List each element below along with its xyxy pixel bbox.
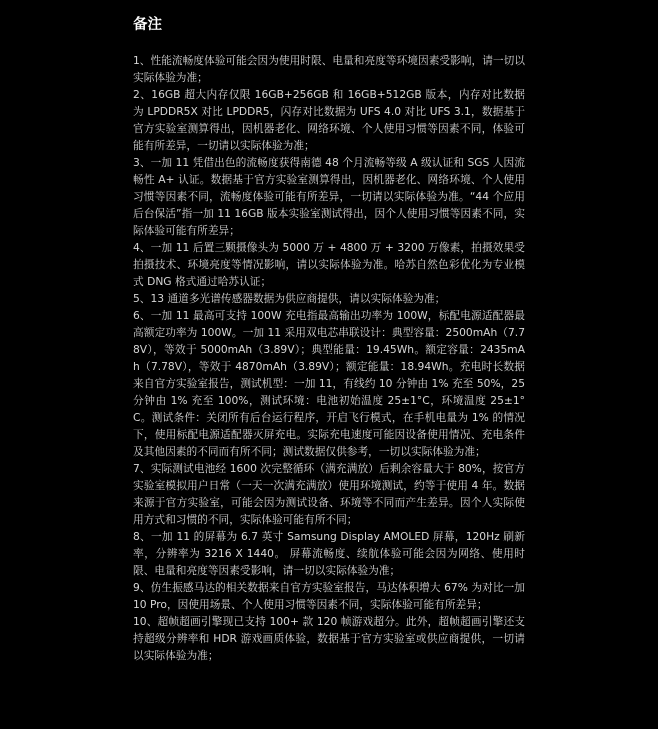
note-item-5: 5、13 通道多光谱传感器数据为供应商提供，请以实际体验为准；	[133, 292, 446, 305]
note-item-6: 6、一加 11 最高可支持 100W 充电指最高输出功率为 100W，标配电源适配器最高额定功率为 100W。一加 11 采用双电芯串联设计：典型容量：2500mAh（7.78V），等效于 5000mAh（3.89V）；典型能量：19.45Wh。额定容量：2435mAh（7.78V），等效于 4870mAh（3.89V）；额定能量：18.94Wh。充电时长数据来自官方实验室报告，测试机型：一加 11，有线约 10 分钟由 1% 充至 50%，25 分钟由 1% 充至 100%，测试环境：电池初始温度 25±1°C，环境温度 25±1°C。测试条件：关闭所有后台运行程序，开启飞行模式，在手机电量为 1% 的情况下，使用标配电源适配器灭屏充电。实际充电速度可能因设备使用情况、充电条件及其他因素的不同而有所不同；测试数据仅供参考，一切以实际体验为准；	[133, 309, 525, 458]
notes-list	[133, 52, 525, 664]
note-item-10: 10、超帧超画引擎现已支持 100+ 款 120 帧游戏超分。此外，超帧超画引擎还支持超级分辨率和 HDR 游戏画质体验，数据基于官方实验室或供应商提供，一切请以实际体验为准；	[133, 615, 525, 662]
notes-title: 备注	[133, 17, 162, 33]
note-item-4: 4、一加 11 后置三颗摄像头为 5000 万 + 4800 万 + 3200 万像素，拍摄效果受拍摄技术、环境亮度等情况影响，请以实际体验为准。哈苏自然色彩优化为专业模式 DNG 格式通过哈苏认证；	[133, 241, 525, 288]
note-item-2: 2、16GB 超大内存仅限 16GB+256GB 和 16GB+512GB 版本，内存对比数据为 LPDDR5X 对比 LPDDR5，闪存对比数据为 UFS 4.0 对比 UFS 3.1，数据基于官方实验室测算得出，因机器老化、网络环境、个人使用习惯等因素不同，体验可能有所差异，一切请以实际体验为准；	[133, 88, 525, 152]
note-item-1: 1、性能流畅度体验可能会因为使用时限、电量和亮度等环境因素受影响，请一切以实际体验为准；	[133, 54, 525, 84]
notes-section	[133, 14, 525, 664]
note-item-8: 8、一加 11 的屏幕为 6.7 英寸 Samsung Display AMOLED 屏幕，120Hz 刷新率，分辨率为 3216 X 1440。 屏幕流畅度、续航体验可能会因为网络、使用时限、电量和亮度等因素受影响，请一切以实际体验为准；	[133, 530, 525, 577]
note-item-3: 3、一加 11 凭借出色的流畅度获得南德 48 个月流畅等级 A 级认证和 SGS 人因流畅性 A+ 认证。数据基于官方实验室测算得出，因机器老化、网络环境、个人使用习惯等因素不同，流畅度体验可能有所差异，一切请以实际体验为准。“44 个应用后台保活”指一加 11 16GB 版本实验室测试得出，因个人使用习惯等因素不同，实际体验可能有所差异；	[133, 156, 525, 237]
note-item-9: 9、仿生振感马达的相关数据来自官方实验室报告，马达体积增大 67% 为对比一加 10 Pro，因使用场景、个人使用习惯等因素不同，实际体验可能有所差异；	[133, 581, 525, 611]
note-item-7: 7、实际测试电池经 1600 次完整循环（满充满放）后剩余容量大于 80%，按官方实验室模拟用户日常（一天一次满充满放）使用环境测试，约等于使用 4 年。数据来源于官方实验室，可能会因为测试设备、环境等不同而产生差异。因个人实际使用方式和习惯的不同，实际体验可能有所不同；	[133, 462, 525, 526]
